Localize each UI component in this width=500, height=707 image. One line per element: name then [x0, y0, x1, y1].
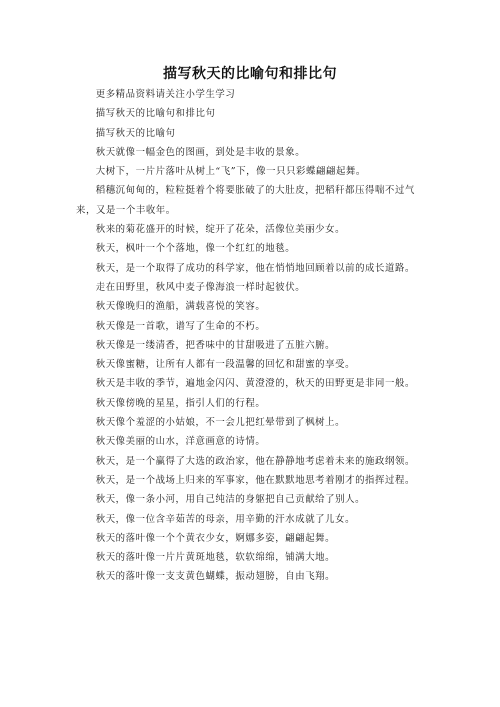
paragraph: 秋天像美丽的山水，洋意画意的诗情。 — [95, 436, 266, 448]
paragraph: 描写秋天的比喻句 — [95, 127, 176, 139]
paragraph: 秋天，是一个战场上归来的军事家，他在默默地思考着刚才的指挥过程。 — [95, 474, 415, 486]
paragraph: 更多精品资料请关注小学生学习 — [95, 89, 236, 100]
paragraph: 秋天就像一幅金色的图画，到处是丰收的景象。 — [95, 146, 306, 158]
paragraph: 秋天的落叶像一个个黄衣少女，婀娜多姿，翩翩起舞。 — [95, 532, 336, 544]
paragraph: 秋天像傍晚的星星，指引人们的行程。 — [95, 397, 266, 409]
paragraph: 秋天像个羞涩的小姑娘，不一会儿把红晕带到了枫树上。 — [95, 417, 346, 429]
paragraph: 描写秋天的比喻句和排比句 — [95, 108, 216, 120]
paragraph: 秋天，是一个取得了成功的科学家，他在悄悄地回顾着以前的成长道路。 — [95, 262, 415, 274]
paragraph: 秋天的落叶像一支支黄色蝴蝶，振动翅膀，自由飞翔。 — [95, 571, 336, 583]
paragraph: 秋天，是一个赢得了大选的政治家，他在静静地考虑着未来的施政纲领。 — [95, 455, 415, 467]
paragraph: 秋天的落叶像一片片黄斑地毯，软软绵绵，铺满大地。 — [95, 552, 336, 564]
paragraph: 秋天是丰收的季节，遍地金闪闪、黄澄澄的，秋天的田野更是非同一般。 — [95, 378, 415, 390]
paragraph: 秋天，枫叶一个个落地，像一个红红的地毯。 — [95, 243, 296, 255]
paragraph: 秋来的菊花盛开的时候，绽开了花朵，活像位美丽少女。 — [95, 224, 346, 236]
document-body — [76, 85, 426, 587]
page-title: 描写秋天的比喻句和排比句 — [163, 66, 337, 82]
paragraph: 秋天像晚归的渔船，满载喜悦的笑容。 — [95, 301, 266, 313]
paragraph: 秋天，像一位含辛茹苦的母亲，用辛勤的汗水成就了儿女。 — [95, 513, 356, 525]
paragraph: 秋天像是一首歌，谱写了生命的不朽。 — [95, 320, 266, 332]
paragraph: 大树下，一片片落叶从树上“飞”下，像一只只彩蝶翩翩起舞。 — [95, 166, 366, 178]
paragraph: 走在田野里，秋风中麦子像海浪一样时起彼伏。 — [95, 281, 306, 293]
paragraph: 秋天像是一缕清香，把香味中的甘甜吸进了五脏六腑。 — [95, 339, 336, 351]
paragraph: 稻穗沉甸甸的，粒粒挺着个将要胀破了的大肚皮，把稻秆都压得喘不过气来，又是一个丰收年。 — [76, 185, 415, 216]
paragraph: 秋天，像一条小河，用自己纯洁的身躯把自己贡献给了别人。 — [95, 494, 366, 506]
paragraph: 秋天像蜜糖，让所有人都有一段温馨的回忆和甜蜜的享受。 — [95, 359, 356, 371]
